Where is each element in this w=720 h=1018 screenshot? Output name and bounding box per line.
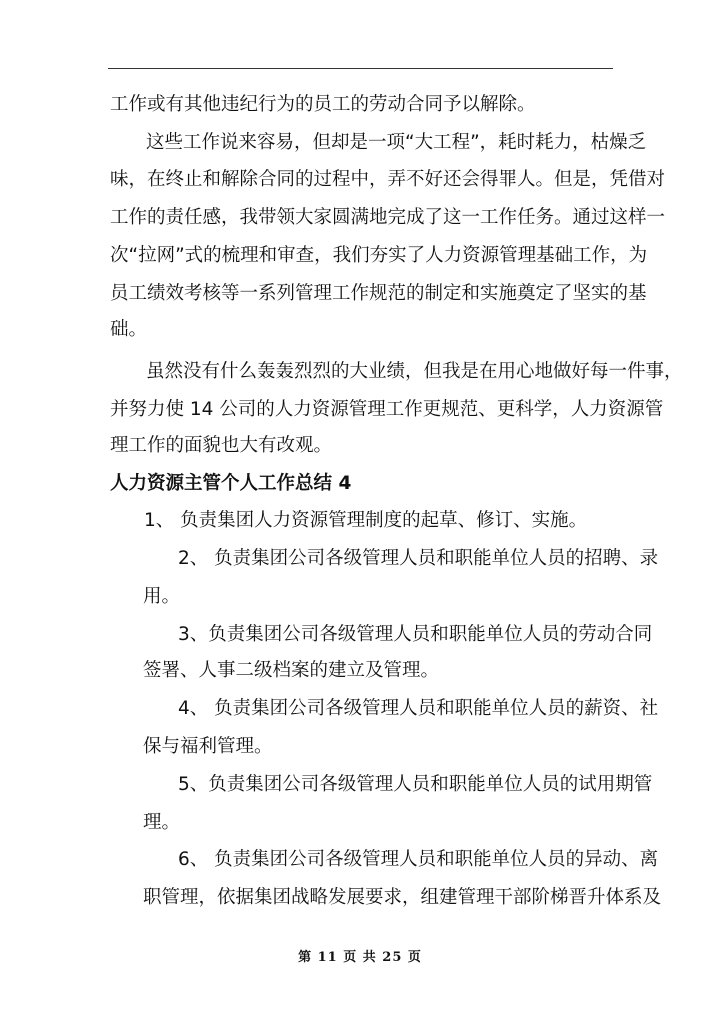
text-line: 签署、人事二级档案的建立及管理。 xyxy=(143,660,440,681)
text-line: 6、 负责集团公司各级管理人员和职能单位人员的异动、离 xyxy=(178,849,659,870)
text-line: 3、负责集团公司各级管理人员和职能单位人员的劳动合同 xyxy=(178,624,653,645)
text-line: 2、 负责集团公司各级管理人员和职能单位人员的招聘、录 xyxy=(178,548,659,569)
text-line: 1、 负责集团人力资源管理制度的起草、修订、实施。 xyxy=(144,510,588,531)
text-line: 工作或有其他违纪行为的员工的劳动合同予以解除。 xyxy=(110,94,536,115)
text-line: 并努力使 14 公司的人力资源管理工作更规范、更科学，人力资源管 xyxy=(110,399,664,420)
text-line: 次“拉网”式的梳理和审查，我们夯实了人力资源管理基础工作，为 xyxy=(110,245,648,266)
text-line: 保与福利管理。 xyxy=(143,736,273,757)
text-line: 5、负责集团公司各级管理人员和职能单位人员的试用期管 xyxy=(178,774,653,795)
text-line: 职管理，依据集团战略发展要求，组建管理干部阶梯晋升体系及 xyxy=(143,887,662,908)
text-line: 用。 xyxy=(143,586,181,607)
text-line: 员工绩效考核等一系列管理工作规范的制定和实施奠定了坚实的基 xyxy=(110,283,647,304)
text-line: 理工作的面貌也大有改观。 xyxy=(110,435,333,456)
text-line: 虽然没有什么轰轰烈烈的大业绩，但我是在用心地做好每一件事， xyxy=(146,361,683,382)
text-line: 础。 xyxy=(110,319,148,340)
header-rule xyxy=(108,68,613,69)
section-heading: 人力资源主管个人工作总结 4 xyxy=(110,473,352,494)
text-line: 味，在终止和解除合同的过程中，弄不好还会得罪人。但是，凭借对 xyxy=(110,169,666,190)
text-line: 工作的责任感，我带领大家圆满地完成了这一工作任务。通过这样一 xyxy=(110,207,666,228)
text-line: 这些工作说来容易，但却是一项“大工程”，耗时耗力，枯燥乏 xyxy=(146,132,647,153)
page-footer: 第 11 页 共 25 页 xyxy=(298,950,422,965)
text-line: 理。 xyxy=(143,812,181,833)
text-line: 4、 负责集团公司各级管理人员和职能单位人员的薪资、社 xyxy=(178,698,659,719)
